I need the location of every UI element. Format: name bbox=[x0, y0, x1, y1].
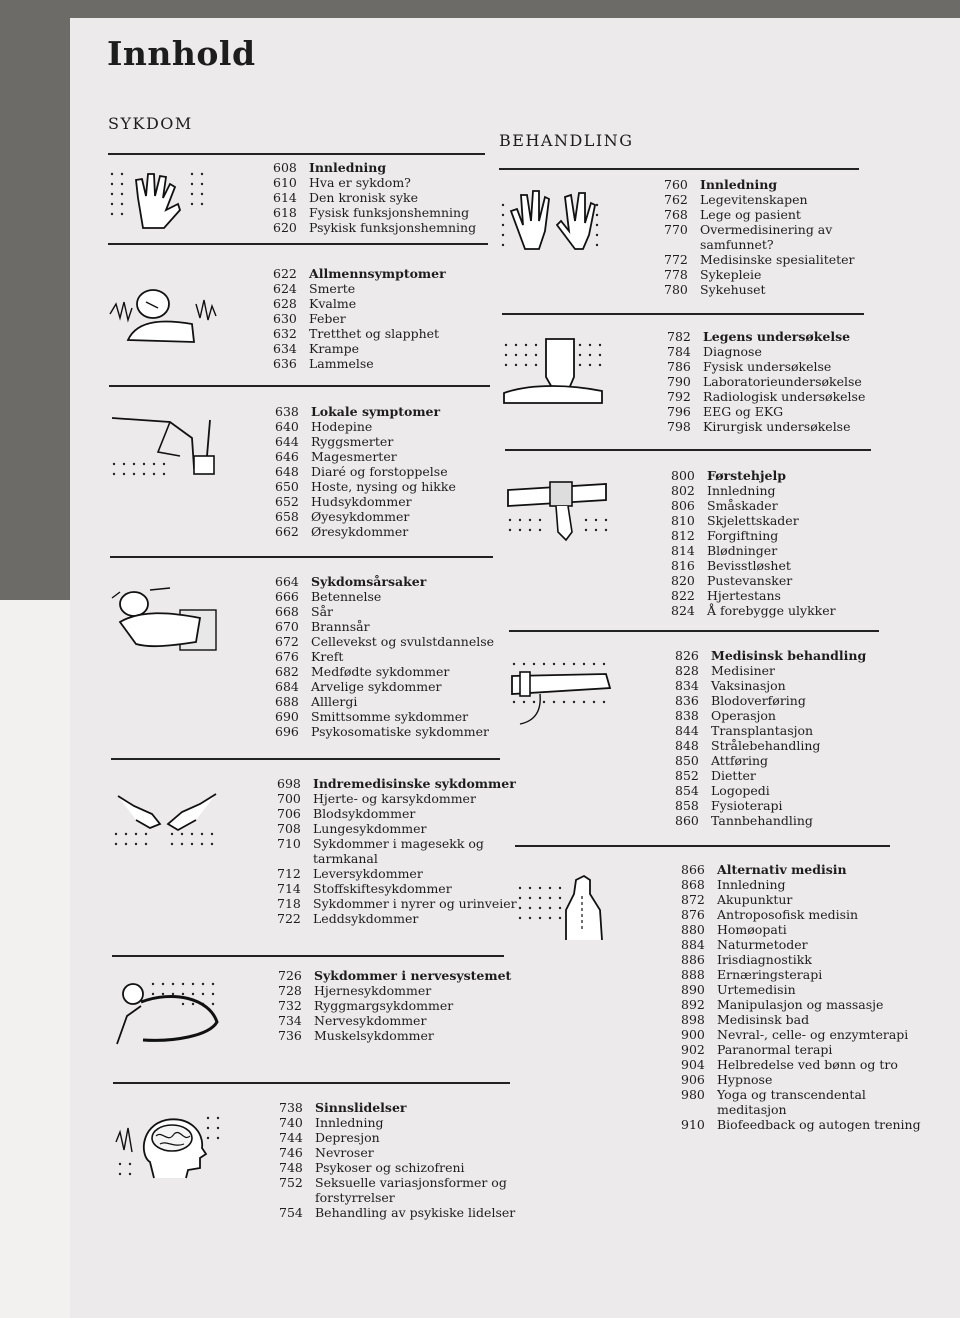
toc-section bbox=[112, 776, 517, 936]
toc-entry[interactable]: 768 Lege og pasient bbox=[664, 207, 801, 222]
toc-entry[interactable]: 844 Transplantasjon bbox=[675, 723, 814, 738]
toc-section bbox=[110, 574, 495, 744]
toc-entry[interactable]: 828 Medisiner bbox=[675, 663, 776, 678]
toc-entry[interactable]: 700 Hjerte- og karsykdommer bbox=[277, 791, 476, 806]
toc-entry[interactable]: meditasjon bbox=[717, 1102, 787, 1117]
toc-entry[interactable]: 630 Feber bbox=[273, 311, 346, 326]
toc-entry[interactable]: 848 Strålebehandling bbox=[675, 738, 821, 753]
entry-list bbox=[667, 329, 913, 434]
toc-entry[interactable]: 746 Nevroser bbox=[279, 1145, 374, 1160]
toc-entry[interactable]: 650 Hoste, nysing og hikke bbox=[275, 479, 456, 494]
section-rule bbox=[499, 168, 859, 170]
toc-entry[interactable]: 740 Innledning bbox=[279, 1115, 384, 1130]
toc-entry[interactable]: 852 Dietter bbox=[675, 768, 756, 783]
entry-list bbox=[273, 160, 519, 235]
sleeping-person-icon bbox=[108, 274, 218, 346]
toc-entry[interactable]: 662 Øresykdommer bbox=[275, 524, 409, 539]
toc-entry[interactable]: 644 Ryggsmerter bbox=[275, 434, 394, 449]
entry-list bbox=[279, 1100, 525, 1220]
toc-entry-heading[interactable]: 782 Legens undersøkelse bbox=[667, 329, 851, 344]
toc-entry[interactable]: 806 Småskader bbox=[671, 498, 778, 513]
toc-entry[interactable]: 762 Legevitenskapen bbox=[664, 192, 808, 207]
section-rule bbox=[108, 153, 485, 155]
entry-list bbox=[278, 968, 524, 1043]
toc-entry[interactable]: 820 Pustevansker bbox=[671, 573, 793, 588]
toc-entry[interactable]: 710 Sykdommer i magesekk og bbox=[277, 836, 484, 851]
toc-entry[interactable]: 822 Hjertestans bbox=[671, 588, 781, 603]
toc-entry[interactable]: 646 Magesmerter bbox=[275, 449, 397, 464]
toc-entry[interactable]: 980 Yoga og transcendental bbox=[681, 1087, 866, 1102]
toc-entry[interactable]: 732 Ryggmargsykdommer bbox=[278, 998, 454, 1013]
entry-list bbox=[671, 468, 917, 618]
toc-entry[interactable]: 858 Fysioterapi bbox=[675, 798, 783, 813]
injection-icon bbox=[510, 656, 620, 728]
toc-entry[interactable]: 714 Stoffskiftesykdommer bbox=[277, 881, 452, 896]
toc-entry[interactable]: 792 Radiologisk undersøkelse bbox=[667, 389, 866, 404]
toc-entry[interactable]: 734 Nervesykdommer bbox=[278, 1013, 427, 1028]
toc-entry[interactable]: 634 Krampe bbox=[273, 341, 360, 356]
arm-icon bbox=[110, 412, 220, 484]
toc-entry[interactable]: 902 Paranormal terapi bbox=[681, 1042, 833, 1057]
two-hands-icon bbox=[499, 185, 609, 257]
toc-entry-heading[interactable]: 638 Lokale symptomer bbox=[275, 404, 441, 419]
entry-list bbox=[664, 177, 910, 297]
toc-entry[interactable]: 880 Homøopati bbox=[681, 922, 787, 937]
toc-entry[interactable]: 712 Leversykdommer bbox=[277, 866, 423, 881]
column-heading-sykdom: SYKDOM bbox=[108, 114, 193, 133]
toc-entry[interactable]: 676 Kreft bbox=[275, 649, 344, 664]
toc-entry[interactable]: 798 Kirurgisk undersøkelse bbox=[667, 419, 851, 434]
column-heading-behandling: BEHANDLING bbox=[499, 131, 634, 150]
toc-entry[interactable]: 888 Ernæringsterapi bbox=[681, 967, 823, 982]
toc-entry[interactable]: 886 Irisdiagnostikk bbox=[681, 952, 812, 967]
section-rule bbox=[108, 243, 488, 245]
toc-entry[interactable]: 722 Leddsykdommer bbox=[277, 911, 419, 926]
section-rule bbox=[111, 758, 500, 760]
hands-icon bbox=[112, 784, 222, 856]
toc-entry[interactable]: 802 Innledning bbox=[671, 483, 776, 498]
toc-entry[interactable]: 854 Logopedi bbox=[675, 783, 770, 798]
hand-icon bbox=[108, 168, 218, 240]
entry-list bbox=[273, 266, 519, 371]
toc-entry[interactable]: 754 Behandling av psykiske lidelser bbox=[279, 1205, 516, 1220]
toc-entry[interactable]: 752 Seksuelle variasjonsformer og bbox=[279, 1175, 507, 1190]
toc-entry[interactable]: 640 Hodepine bbox=[275, 419, 373, 434]
toc-entry[interactable]: 684 Arvelige sykdommer bbox=[275, 679, 442, 694]
entry-list bbox=[275, 574, 521, 739]
toc-section bbox=[506, 468, 874, 618]
toc-entry[interactable]: 780 Sykehuset bbox=[664, 282, 766, 297]
toc-entry-heading[interactable]: 738 Sinnslidelser bbox=[279, 1100, 407, 1115]
toc-entry[interactable]: 690 Smittsomme sykdommer bbox=[275, 709, 469, 724]
toc-entry[interactable]: 784 Diagnose bbox=[667, 344, 762, 359]
toc-entry[interactable]: tarmkanal bbox=[313, 851, 378, 866]
toc-entry[interactable]: samfunnet? bbox=[700, 237, 774, 252]
entry-list bbox=[275, 404, 521, 539]
toc-entry[interactable]: 728 Hjernesykdommer bbox=[278, 983, 432, 998]
toc-entry[interactable]: 744 Depresjon bbox=[279, 1130, 380, 1145]
section-rule bbox=[109, 385, 490, 387]
toc-entry[interactable]: 814 Blødninger bbox=[671, 543, 778, 558]
toc-entry[interactable]: 796 EEG og EKG bbox=[667, 404, 784, 419]
section-rule bbox=[502, 313, 864, 315]
toc-entry[interactable]: 652 Hudsykdommer bbox=[275, 494, 412, 509]
toc-section bbox=[110, 404, 490, 544]
toc-entry[interactable]: 688 Alllergi bbox=[275, 694, 358, 709]
toc-entry[interactable]: 770 Overmedisinering av bbox=[664, 222, 833, 237]
section-rule bbox=[112, 955, 504, 957]
toc-entry[interactable]: 868 Innledning bbox=[681, 877, 786, 892]
toc-entry[interactable]: 890 Urtemedisin bbox=[681, 982, 796, 997]
back-torso-icon bbox=[516, 870, 626, 942]
toc-entry-heading[interactable]: 760 Innledning bbox=[664, 177, 778, 192]
toc-entry[interactable]: 884 Naturmetoder bbox=[681, 937, 808, 952]
toc-entry[interactable]: 816 Bevisstløshet bbox=[671, 558, 791, 573]
toc-entry[interactable]: 620 Psykisk funksjonshemning bbox=[273, 220, 477, 235]
toc-entry[interactable]: 682 Medfødte sykdommer bbox=[275, 664, 450, 679]
toc-entry-heading[interactable]: 608 Innledning bbox=[273, 160, 387, 175]
toc-entry[interactable]: 824 Å forebygge ulykker bbox=[671, 603, 836, 618]
toc-section bbox=[499, 177, 864, 297]
toc-entry[interactable]: 834 Vaksinasjon bbox=[675, 678, 786, 693]
toc-entry[interactable]: 812 Forgiftning bbox=[671, 528, 779, 543]
toc-entry[interactable]: 636 Lammelse bbox=[273, 356, 374, 371]
toc-entry[interactable]: 910 Biofeedback og autogen trening bbox=[681, 1117, 921, 1132]
toc-section bbox=[108, 266, 488, 376]
toc-section bbox=[108, 160, 488, 240]
toc-entry-heading[interactable]: 664 Sykdomsårsaker bbox=[275, 574, 427, 589]
page-title: Innhold bbox=[107, 34, 256, 73]
entry-list bbox=[675, 648, 921, 828]
toc-entry[interactable]: 786 Fysisk undersøkelse bbox=[667, 359, 832, 374]
toc-entry[interactable]: 748 Psykoser og schizofreni bbox=[279, 1160, 465, 1175]
toc-entry[interactable]: 706 Blodsykdommer bbox=[277, 806, 416, 821]
toc-entry[interactable]: 836 Blodoverføring bbox=[675, 693, 806, 708]
toc-entry[interactable]: 790 Laboratorieundersøkelse bbox=[667, 374, 862, 389]
toc-entry[interactable]: 666 Betennelse bbox=[275, 589, 382, 604]
toc-entry[interactable]: 668 Sår bbox=[275, 604, 333, 619]
toc-entry-heading[interactable]: 622 Allmennsymptomer bbox=[273, 266, 446, 281]
section-rule bbox=[110, 556, 493, 558]
toc-entry[interactable]: 624 Smerte bbox=[273, 281, 356, 296]
toc-entry[interactable]: 778 Sykepleie bbox=[664, 267, 762, 282]
toc-entry[interactable]: 670 Brannsår bbox=[275, 619, 370, 634]
toc-entry[interactable]: 772 Medisinske spesialiteter bbox=[664, 252, 855, 267]
toc-entry[interactable]: 696 Psykosomatiske sykdommer bbox=[275, 724, 489, 739]
next-page-edge bbox=[0, 600, 70, 1318]
toc-section bbox=[516, 862, 921, 1152]
toc-entry-heading[interactable]: 866 Alternativ medisin bbox=[681, 862, 847, 877]
toc-entry[interactable]: 618 Fysisk funksjonshemning bbox=[273, 205, 470, 220]
section-rule bbox=[113, 1082, 510, 1084]
toc-section bbox=[113, 968, 512, 1058]
toc-entry[interactable]: 632 Tretthet og slapphet bbox=[273, 326, 440, 341]
toc-entry[interactable]: 906 Hypnose bbox=[681, 1072, 773, 1087]
toc-entry[interactable]: 904 Helbredelse ved bønn og tro bbox=[681, 1057, 898, 1072]
section-rule bbox=[505, 449, 871, 451]
toc-entry[interactable]: forstyrrelser bbox=[315, 1190, 395, 1205]
toc-section bbox=[114, 1100, 514, 1240]
toc-entry-heading[interactable]: 826 Medisinsk behandling bbox=[675, 648, 867, 663]
toc-entry[interactable]: 872 Akupunktur bbox=[681, 892, 793, 907]
toc-entry[interactable]: 672 Cellevekst og svulstdannelse bbox=[275, 634, 495, 649]
toc-entry[interactable]: 860 Tannbehandling bbox=[675, 813, 813, 828]
toc-entry[interactable]: 648 Diaré og forstoppelse bbox=[275, 464, 448, 479]
toc-entry[interactable]: 810 Skjelettskader bbox=[671, 513, 799, 528]
toc-entry-heading[interactable]: 698 Indremedisinske sykdommer bbox=[277, 776, 516, 791]
section-rule bbox=[515, 845, 890, 847]
examination-icon bbox=[502, 337, 612, 409]
toc-entry[interactable]: 718 Sykdommer i nyrer og urinveier bbox=[277, 896, 517, 911]
toc-entry[interactable]: 614 Den kronisk syke bbox=[273, 190, 418, 205]
spine-icon bbox=[113, 976, 223, 1048]
toc-entry[interactable]: 658 Øyesykdommer bbox=[275, 509, 410, 524]
toc-entry[interactable]: 610 Hva er sykdom? bbox=[273, 175, 411, 190]
toc-entry[interactable]: 628 Kvalme bbox=[273, 296, 357, 311]
brain-icon bbox=[114, 1108, 224, 1180]
toc-entry[interactable]: 838 Operasjon bbox=[675, 708, 776, 723]
toc-entry[interactable]: 876 Antroposofisk medisin bbox=[681, 907, 859, 922]
resting-person-icon bbox=[110, 582, 220, 654]
section-rule bbox=[509, 630, 879, 632]
toc-entry-heading[interactable]: 726 Sykdommer i nervesystemet bbox=[278, 968, 512, 983]
toc-entry[interactable]: 736 Muskelsykdommer bbox=[278, 1028, 434, 1043]
entry-list bbox=[681, 862, 927, 1132]
toc-section bbox=[510, 648, 882, 828]
toc-entry[interactable]: 898 Medisinsk bad bbox=[681, 1012, 810, 1027]
toc-entry[interactable]: 708 Lungesykdommer bbox=[277, 821, 427, 836]
toc-entry-heading[interactable]: 800 Førstehjelp bbox=[671, 468, 786, 483]
toc-entry[interactable]: 850 Attføring bbox=[675, 753, 769, 768]
toc-entry[interactable]: 892 Manipulasjon og massasje bbox=[681, 997, 884, 1012]
bandage-icon bbox=[506, 476, 616, 548]
toc-entry[interactable]: 900 Nevral-, celle- og enzymterapi bbox=[681, 1027, 909, 1042]
entry-list bbox=[277, 776, 523, 926]
toc-section bbox=[502, 329, 867, 439]
